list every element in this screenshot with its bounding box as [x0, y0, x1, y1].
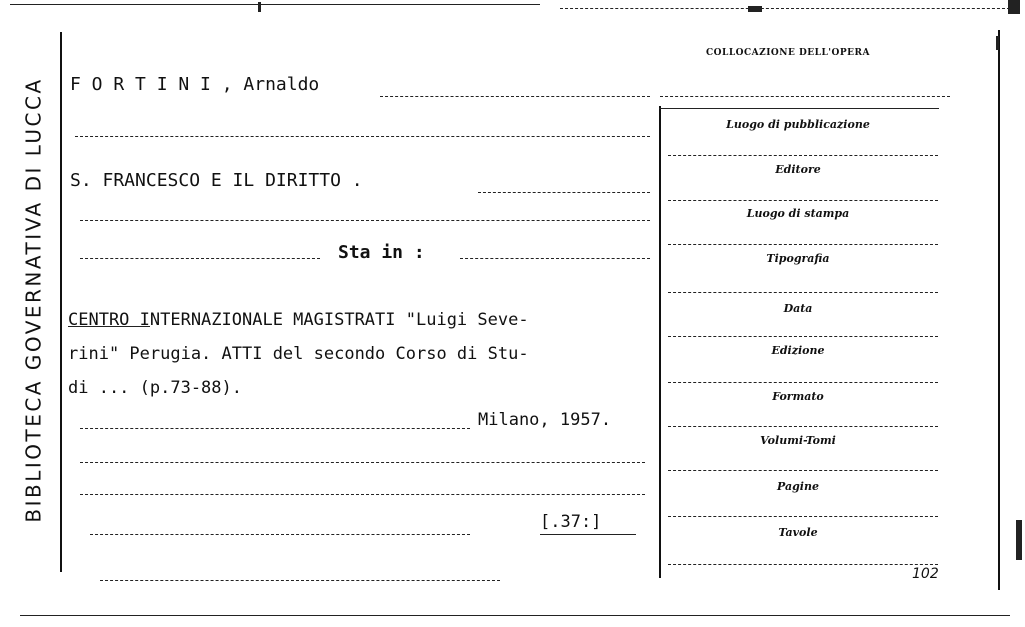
- field-rule-9: [668, 564, 938, 565]
- field-rule-7: [668, 470, 938, 471]
- field-rule-2: [668, 244, 938, 245]
- work-title: S. FRANCESCO E IL DIRITTO .: [70, 170, 363, 191]
- field-rule-6: [668, 426, 938, 427]
- field-rule-1: [668, 200, 938, 201]
- call-number: [.37:]: [540, 512, 602, 532]
- field-formato: Formato: [772, 390, 824, 403]
- call-number-underline: [540, 534, 636, 535]
- field-rule-0: [668, 155, 938, 156]
- field-rule-4: [668, 336, 938, 337]
- field-rule-8: [668, 516, 938, 517]
- field-data: Data: [783, 302, 813, 315]
- source-line-1: CENTRO INTERNAZIONALE MAGISTRATI "Luigi Seve-: [68, 310, 529, 330]
- scan-mark: [996, 36, 999, 50]
- underline-centro: [68, 326, 150, 327]
- author-rule: [380, 96, 650, 97]
- field-tavole: Tavole: [778, 526, 818, 539]
- field-rule-3: [668, 292, 938, 293]
- collocation-header: COLLOCAZIONE DELL'OPERA: [706, 48, 870, 58]
- top-border-right: [560, 8, 1010, 9]
- blank-rule-1: [75, 136, 650, 137]
- field-editore: Editore: [775, 163, 821, 176]
- left-margin-line: [60, 32, 62, 572]
- place-rule: [80, 428, 470, 429]
- handwritten-number: 102: [912, 566, 939, 582]
- bottom-border: [20, 615, 1010, 616]
- blank-rule-2: [80, 220, 650, 221]
- field-luogo-stampa: Luogo di stampa: [746, 207, 850, 220]
- sta-in-rule-right: [460, 258, 650, 259]
- scan-mark: [1016, 520, 1022, 560]
- scan-mark: [748, 6, 762, 12]
- field-luogo-pubblicazione: Luogo di pubblicazione: [726, 118, 870, 131]
- bottom-rule: [100, 580, 500, 581]
- field-volumi-tomi: Volumi-Tomi: [760, 434, 836, 447]
- place-date: Milano, 1957.: [478, 410, 612, 430]
- library-name: BIBLIOTECA GOVERNATIVA DI LUCCA: [22, 77, 47, 523]
- top-border: [10, 4, 540, 5]
- scan-mark: [258, 2, 261, 12]
- library-stamp: [14, 0, 54, 600]
- collocation-divider: [659, 106, 661, 578]
- right-margin-line: [998, 30, 1000, 590]
- collocation-box-top: [659, 108, 939, 109]
- title-rule: [478, 192, 650, 193]
- collocation-rule: [660, 96, 950, 97]
- sta-in-rule-left: [80, 258, 320, 259]
- field-tipografia: Tipografia: [766, 252, 830, 265]
- source-line-3: di ... (p.73-88).: [68, 378, 242, 398]
- author-name: F O R T I N I , Arnaldo: [70, 74, 320, 95]
- scan-mark: [1008, 0, 1020, 14]
- sta-in-label: Sta in :: [338, 242, 425, 263]
- blank-rule-3: [80, 462, 645, 463]
- field-rule-5: [668, 382, 938, 383]
- blank-rule-4: [80, 494, 645, 495]
- blank-rule-5: [90, 534, 470, 535]
- field-pagine: Pagine: [777, 480, 819, 493]
- field-edizione: Edizione: [771, 344, 825, 357]
- source-line-2: rini" Perugia. ATTI del secondo Corso di Stu-: [68, 344, 529, 364]
